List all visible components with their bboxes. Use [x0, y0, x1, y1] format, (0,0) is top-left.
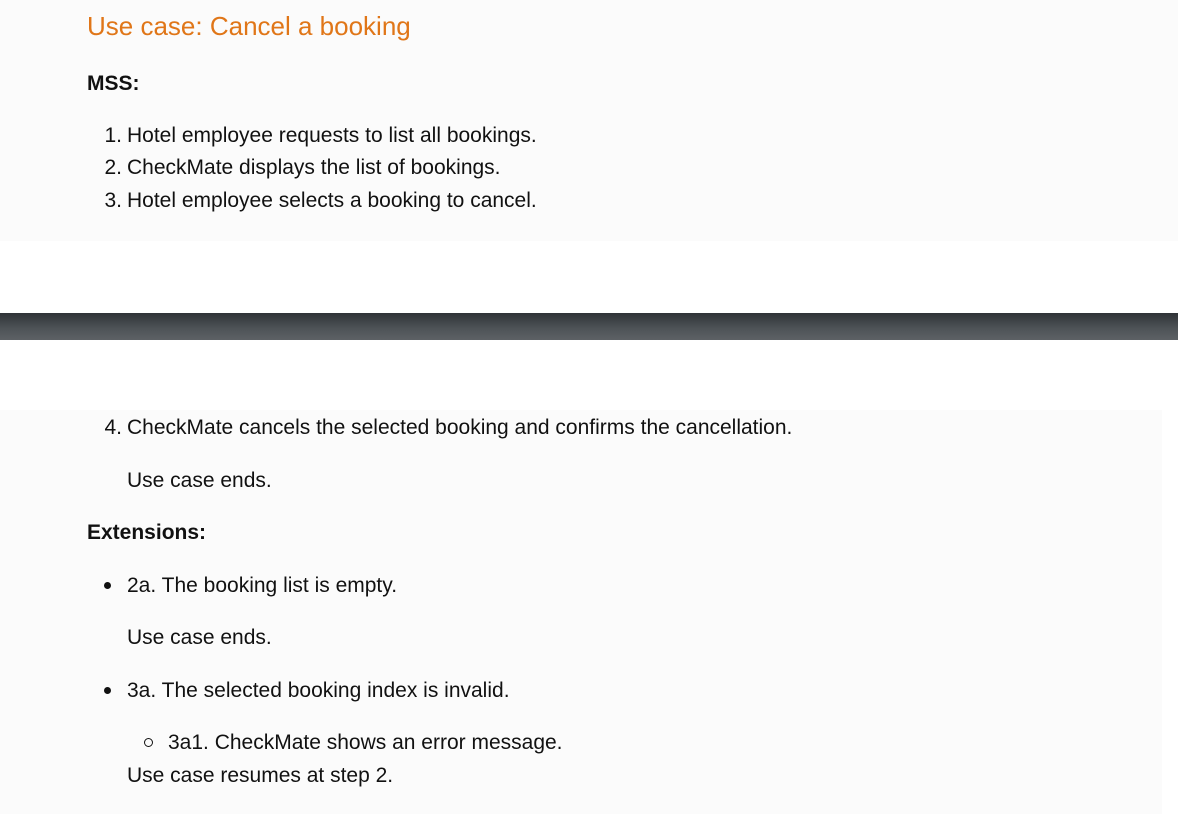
step-text: Hotel employee requests to list all bookings.	[127, 124, 537, 147]
mss-label: MSS:	[87, 72, 140, 95]
use-case-title: Use case: Cancel a booking	[87, 11, 411, 41]
step-text: CheckMate cancels the selected booking and confirms the cancellation.	[127, 416, 793, 439]
step-number: 3.	[104, 189, 122, 212]
step-number: 2.	[104, 156, 122, 179]
extension-text: 2a. The booking list is empty.	[127, 574, 398, 597]
bullet-icon	[104, 582, 111, 589]
top-gap	[0, 241, 1178, 313]
extension-sub-step: 3a1. CheckMate shows an error message.	[168, 731, 563, 754]
panel-edge	[1162, 410, 1178, 814]
mss-end-note: Use case ends.	[127, 469, 272, 492]
bullet-icon	[104, 687, 111, 694]
extension-text: 3a. The selected booking index is invalid.	[127, 679, 510, 702]
screenshot-divider-bar	[0, 313, 1178, 340]
step-text: Hotel employee selects a booking to cancel.	[127, 189, 537, 212]
bottom-gap	[0, 340, 1178, 410]
extension-note: Use case resumes at step 2.	[127, 764, 394, 787]
step-number: 1.	[104, 124, 122, 147]
hollow-bullet-icon	[144, 738, 153, 747]
step-number: 4.	[104, 416, 122, 439]
step-text: CheckMate displays the list of bookings.	[127, 156, 501, 179]
extension-note: Use case ends.	[127, 626, 272, 649]
extensions-label: Extensions:	[87, 521, 207, 544]
